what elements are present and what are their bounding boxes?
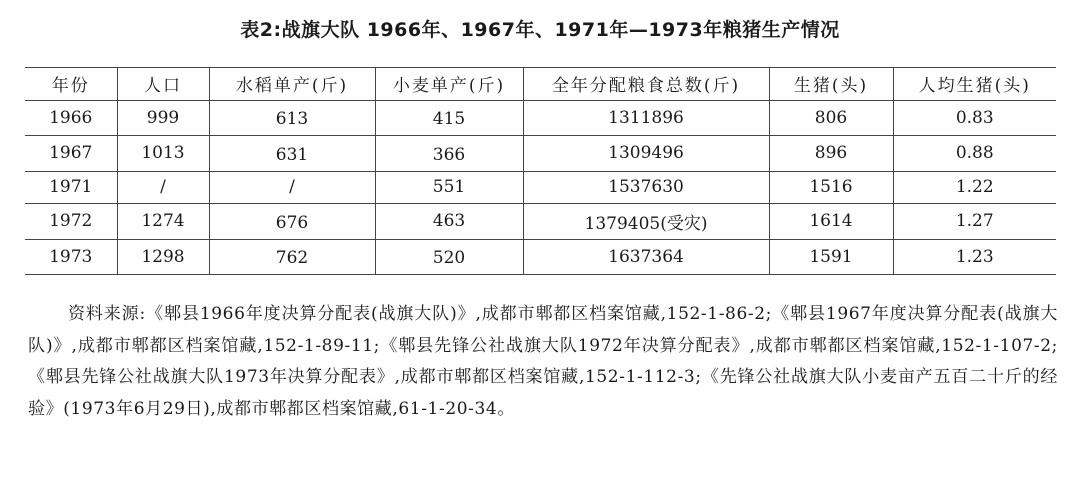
cell-total-grain: 1537630 [523,171,769,204]
cell-year: 1972 [25,204,117,240]
table-row [25,136,1056,172]
cell-wheat-yield: 520 [375,239,523,275]
table-row [25,239,1056,275]
cell-population: / [117,171,209,204]
header-rice-yield: 水稻单产(斤) [209,68,375,101]
cell-pigs-per-capita: 1.27 [893,204,1056,240]
header-year: 年份 [25,68,117,101]
cell-rice-yield: 762 [209,239,375,275]
cell-total-grain: 1637364 [523,239,769,275]
header-wheat-yield: 小麦单产(斤) [375,68,523,101]
cell-population: 999 [117,100,209,136]
header-population: 人口 [117,68,209,101]
cell-population: 1274 [117,204,209,240]
table-title: 表2:战旗大队 1966年、1967年、1971年—1973年粮猪生产情况 [240,19,840,41]
cell-pigs: 1591 [769,239,893,275]
cell-population: 1298 [117,239,209,275]
cell-pigs: 1614 [769,204,893,240]
production-table [25,67,1056,275]
cell-pigs-per-capita: 1.22 [893,171,1056,204]
cell-pigs: 806 [769,100,893,136]
cell-year: 1971 [25,171,117,204]
cell-pigs-per-capita: 1.23 [893,239,1056,275]
cell-wheat-yield: 415 [375,100,523,136]
cell-total-grain: 1309496 [523,136,769,172]
source-note: 资料来源:《郫县1966年度决算分配表(战旗大队)》,成都市郫都区档案馆藏,152-1-86-2;《郫县1967年度决算分配表(战旗大队)》,成都市郫都区档案馆藏,152-1-89-11;《郫县先锋公社战旗大队1972年决算分配表》,成都市郫都区档案馆藏,152-1-107-2;《郫县先锋公社战旗大队1973年决算分配表》,成都市郫都区档案馆藏,152-1-112-3;《先锋公社战旗大队小麦亩产五百二十斤的经验》(1973年6月29日),成都市郫都区档案馆藏,61-1-20-34。 [28,304,1058,419]
cell-wheat-yield: 366 [375,136,523,172]
cell-total-grain: 1311896 [523,100,769,136]
cell-population: 1013 [117,136,209,172]
cell-wheat-yield: 463 [375,204,523,240]
cell-year: 1967 [25,136,117,172]
cell-rice-yield: 676 [209,204,375,240]
header-total-grain: 全年分配粮食总数(斤) [523,68,769,101]
cell-rice-yield: 613 [209,100,375,136]
cell-year: 1973 [25,239,117,275]
header-row [25,68,1056,101]
cell-year: 1966 [25,100,117,136]
cell-total-grain: 1379405(受灾) [523,204,769,240]
cell-pigs-per-capita: 0.83 [893,100,1056,136]
cell-pigs: 896 [769,136,893,172]
table-row [25,100,1056,136]
cell-wheat-yield: 551 [375,171,523,204]
header-pigs-per-capita: 人均生猪(头) [893,68,1056,101]
cell-rice-yield: 631 [209,136,375,172]
cell-pigs-per-capita: 0.88 [893,136,1056,172]
table-row [25,171,1056,204]
cell-pigs: 1516 [769,171,893,204]
table-row [25,204,1056,240]
cell-rice-yield: / [209,171,375,204]
header-pigs: 生猪(头) [769,68,893,101]
